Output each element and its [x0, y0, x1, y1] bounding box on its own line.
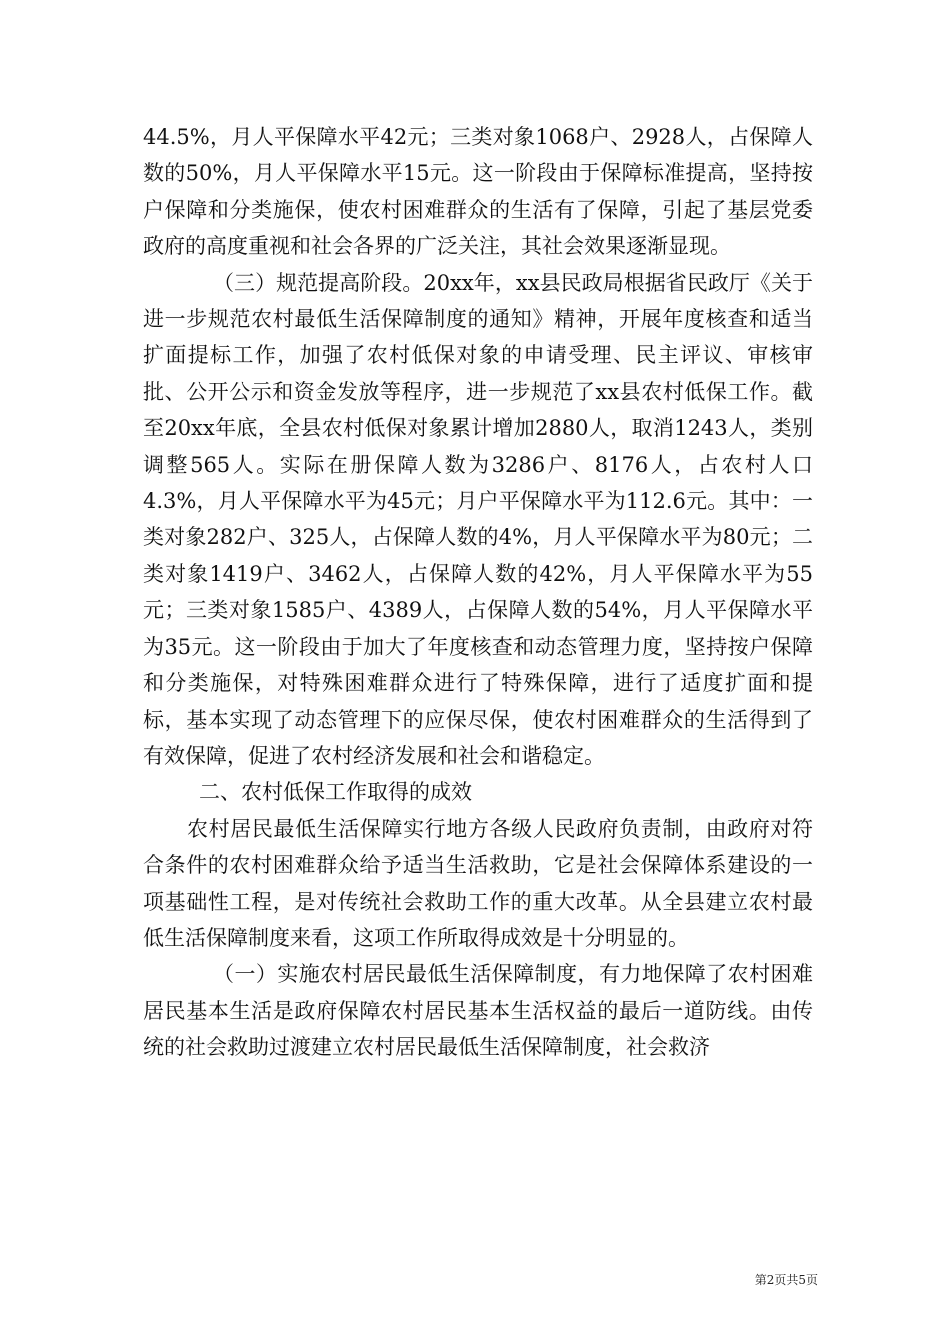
paragraph-achievement-one: （一）实施农村居民最低生活保障制度，有力地保障了农村困难居民基本生活是政府保障农村居民基本生活权益的最后一道防线。由传统的社会救助过渡建立农村居民最低生活保障制度，社会救济 [143, 962, 813, 1060]
paragraph-stage-three: （三）规范提高阶段。20xx年，xx县民政局根据省民政厅《关于进一步规范农村最低生活保障制度的通知》精神，开展年度核查和适当扩面提标工作，加强了农村低保对象的申请受理、民主评议、审核审批、公开公示和资金发放等程序，进一步规范了xx县农村低保工作。截至20xx年底，全县农村低保对象累计增加2880人，取消1243人，类别调整565人。实际在册保障人数为3286户、8176人，占农村人口4.3%，月人平保障水平为45元；月户平保障水平为112.6元。其中：一类对象282户、325人，占保障人数的4%，月人平保障水平为80元；二类对象1419户、3462人，占保障人数的42%，月人平保障水平为55元；三类对象1585户、4389人，占保障人数的54%，月人平保障水平为35元。这一阶段由于加大了年度核查和动态管理力度，坚持按户保障和分类施保，对特殊困难群众进行了特殊保障，进行了适度扩面和提标，基本实现了动态管理下的应保尽保，使农村困难群众的生活得到了有效保障，促进了农村经济发展和社会和谐稳定。 [143, 270, 813, 768]
section-heading-achievements: 二、农村低保工作取得的成效 [199, 780, 472, 805]
paragraph-achievements-intro: 农村居民最低生活保障实行地方各级人民政府负责制，由政府对符合条件的农村困难群众给予适当生活救助，它是社会保障体系建设的一项基础性工程，是对传统社会救助工作的重大改革。从全县建立农村最低生活保障制度来看，这项工作所取得成效是十分明显的。 [143, 816, 813, 950]
paragraph-continuation: 44.5%，月人平保障水平42元；三类对象1068户、2928人，占保障人数的50%，月人平保障水平15元。这一阶段由于保障标准提高，坚持按户保障和分类施保，使农村困难群众的生活有了保障，引起了基层党委政府的高度重视和社会各界的广泛关注，其社会效果逐渐显现。 [143, 125, 813, 259]
page-number: 第2页共5页 [754, 1273, 818, 1287]
document-body [143, 119, 813, 1066]
